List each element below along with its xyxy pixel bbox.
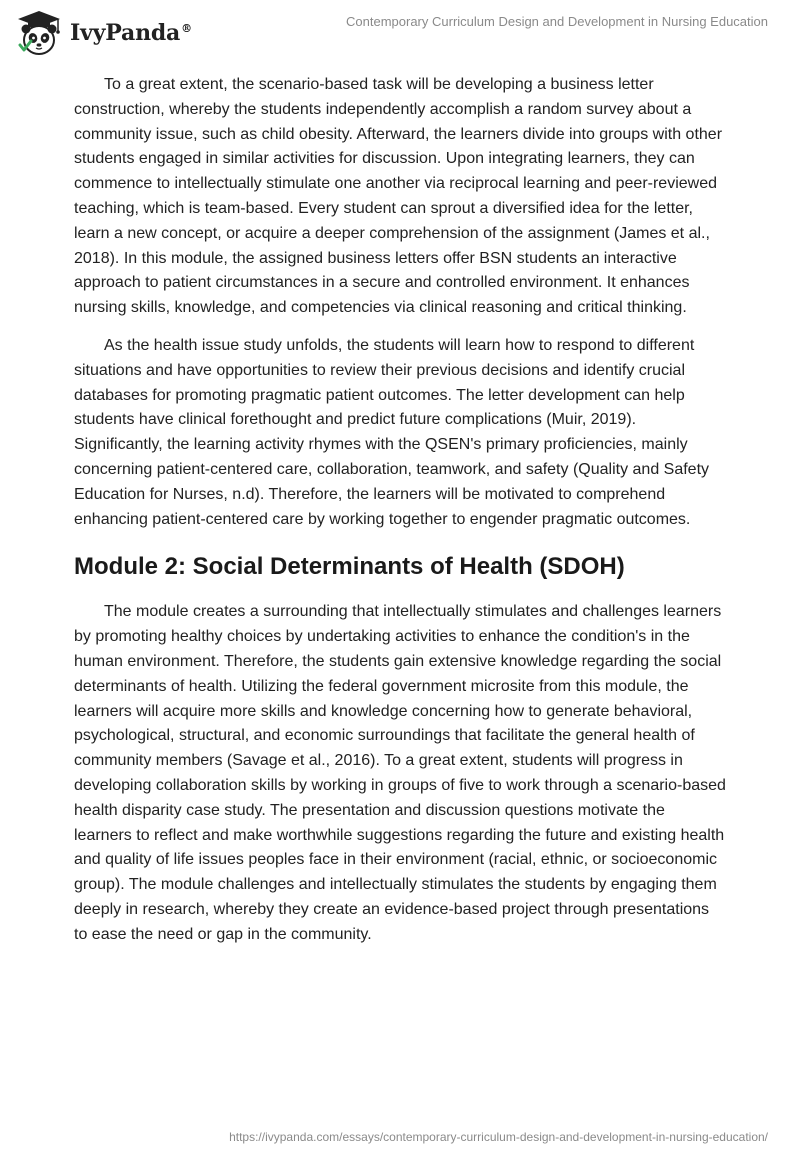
brand-name: IvyPanda®: [70, 20, 192, 46]
paragraph: The module creates a surrounding that intellectually stimulates and challenges learners by promoting healthy choices by undertaking activities to enhance the condition's in the human environment. Therefore, the students gain extensive knowledge regarding the social determinants of health. Utilizing the federal government microsite from this module, the learners will acquire more skills and knowledge concerning how to generate behavioral, psychological, structural, and economic surroundings that facilitate the general health of community members (Savage et al., 2016). To a great extent, students will progress in developing collaboration skills by working in groups of five to work through a scenario-based health disparity case study. The presentation and discussion questions motivate the learners to reflect and make worthwhile suggestions regarding the future and existing health and quality of life issues peoples face in their environment (racial, ethnic, or socioeconomic group). The module challenges and intellectually stimulates the students by engaging them deeply in research, whereby they create an evidence-based project through presentations to ease the need or gap in the community.: [74, 603, 726, 943]
section-heading: Module 2: Social Determinants of Health (SDOH): [74, 553, 625, 581]
page-header: [0, 0, 800, 70]
source-url[interactable]: https://ivypanda.com/essays/contemporary-curriculum-design-and-development-in-nursing-education/: [229, 1130, 768, 1144]
essay-content: [74, 73, 726, 961]
paragraph: As the health issue study unfolds, the students will learn how to respond to different situations and have opportunities to review their previous decisions and identify crucial databases for promoting pragmatic patient outcomes. The letter development can help students have clinical forethought and predict future complications (Muir, 2019). Significantly, the learning activity rhymes with the QSEN's primary proficiencies, mainly concerning patient-centered care, collaboration, teamwork, and safety (Quality and Safety Education for Nurses, n.d). Therefore, the learners will be motivated to comprehend enhancing patient-centered care by working together to engender pragmatic outcomes.: [74, 336, 710, 528]
paragraph: To a great extent, the scenario-based task will be developing a business letter construction, whereby the students independently accomplish a random survey about a community issue, such as child obesity. Afterward, the learners divide into groups with other students engaged in similar activities for discussion. Upon integrating learners, they can commence to intellectually stimulate one another via reciprocal learning and peer-reviewed teaching, which is team-based. Every student can sprout a diversified idea for the letter, learn a new concept, or acquire a deeper comprehension of the assignment (James et al., 2018). In this module, the assigned business letters offer BSN students an interactive approach to patient circumstances in a secure and controlled environment. It enhances nursing skills, knowledge, and competencies via clinical reasoning and critical thinking.: [74, 76, 723, 317]
document-title: Contemporary Curriculum Design and Development in Nursing Education: [346, 14, 768, 29]
panda-graduate-icon: [14, 9, 64, 57]
brand-logo[interactable]: [14, 8, 192, 58]
